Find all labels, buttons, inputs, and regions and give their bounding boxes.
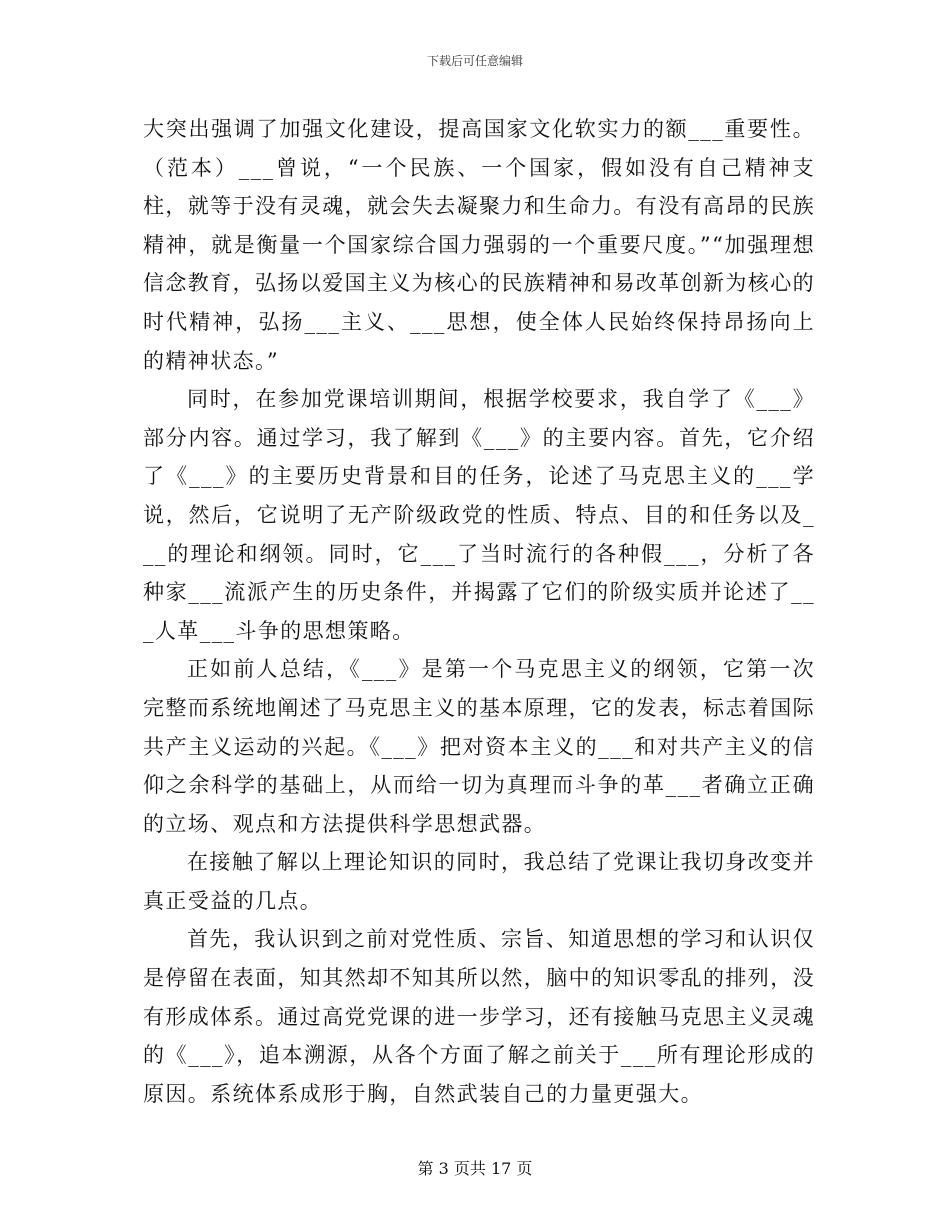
- page-header: 下载后可任意编辑: [426, 54, 523, 68]
- paragraph-3: 正如前人总结，《___》是第一个马克思主义的纲领，它第一次完整而系统地阐述了马克思主义的基本原理，它的发表，标志着国际共产主义运动的兴起。《___》把对资本主义的___和对共产主义的信仰之余科学的基础上，从而给一切为真理而斗争的革___者确立正确的立场、观点和方法提供科学思想武器。: [143, 657, 815, 836]
- document-body: [143, 110, 815, 1113]
- paragraph-5: 首先，我认识到之前对党性质、宗旨、知道思想的学习和认识仅是停留在表面，知其然却不知其所以然，脑中的知识零乱的排列，没有形成体系。通过高党党课的进一步学习，还有接触马克思主义灵魂的《___》，追本溯源，从各个方面了解之前关于___所有理论形成的原因。系统体系成形于胸，自然武装自己的力量更强大。: [143, 927, 815, 1106]
- paragraph-4: 在接触了解以上理论知识的同时，我总结了党课让我切身改变并真正受益的几点。: [143, 850, 815, 913]
- page-number: 第 3 页共 17 页: [417, 1159, 533, 1178]
- paragraph-2: 同时，在参加党课培训期间，根据学校要求，我自学了《___》部分内容。通过学习，我了解到《___》的主要内容。首先，它介绍了《___》的主要历史背景和目的任务，论述了马克思主义的___学说，然后，它说明了无产阶级政党的性质、特点、目的和任务以及___的理论和纲领。同时，它___了当时流行的各种假___，分析了各种家___流派产生的历史条件，并揭露了它们的阶级实质并论述了___人革___斗争的思想策略。: [143, 387, 815, 643]
- paragraph-1: 大突出强调了加强文化建设，提高国家文化软实力的额___重要性。（范本）___曾说，“一个民族、一个国家，假如没有自己精神支柱，就等于没有灵魂，就会失去凝聚力和生命力。有没有高昂的民族精神，就是衡量一个国家综合国力强弱的一个重要尺度。”“加强理想信念教育，弘扬以爱国主义为核心的民族精神和易改革创新为核心的时代精神，弘扬___主义、___思想，使全体人民始终保持昂扬向上的精神状态。”: [143, 117, 815, 373]
